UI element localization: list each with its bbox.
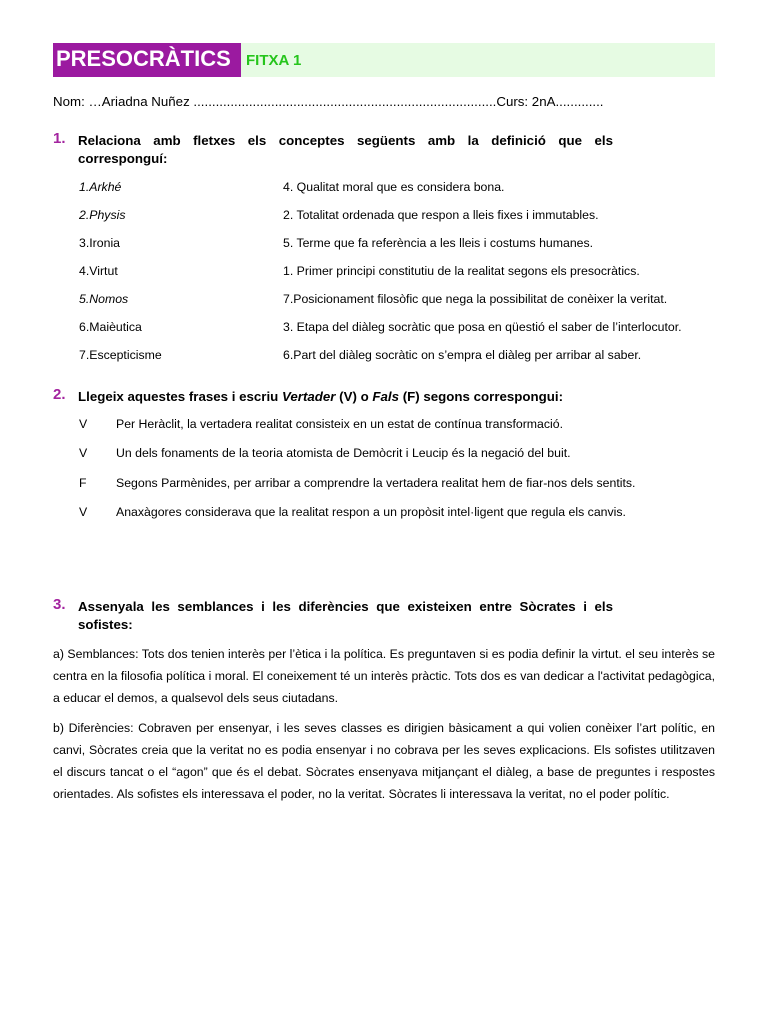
page-title: PRESOCRÀTICS [53,43,241,77]
concept-definition: 4. Qualitat moral que es considera bona. [283,180,505,194]
question-3-number: 3. [53,596,66,613]
statement-text: Un dels fonaments de la teoria atomista de Demòcrit i Leucip és la negació del buit. [116,446,571,460]
concept-term: 6.Maièutica [79,320,142,334]
concept-term: 1.Arkhé [79,180,122,194]
concept-definition: 5. Terme que fa referència a les lleis i costums humanes. [283,236,594,250]
question-2-number: 2. [53,386,66,403]
question-1-heading [53,132,613,168]
header-bar [53,43,715,77]
answer-letter: V [79,446,88,460]
question-1-number: 1. [53,130,66,147]
question-3-heading [53,598,613,634]
concept-term: 2.Physis [79,208,126,222]
concept-term: 3.Ironia [79,236,121,250]
concept-definition: 6.Part del diàleg socràtic on s’empra el diàleg per arribar al saber. [283,348,642,362]
statement-text: Anaxàgores considerava que la realitat respon a un propòsit intel·ligent que regula els canvis. [116,505,626,519]
statement-text: Segons Parmènides, per arribar a comprendre la vertadera realitat hem de fiar-nos dels sentits. [116,476,636,490]
concept-definition: 3. Etapa del diàleg socràtic que posa en qüestió el saber de l’interlocutor. [283,320,682,334]
concept-term: 4.Virtut [79,264,118,278]
question-2-heading [53,388,673,406]
answer-letter: V [79,505,88,519]
concept-term: 5.Nomos [79,292,129,306]
worksheet-label: FITXA 1 [246,52,302,69]
question-3-text: Assenyala les semblances i les diferències que existeixen entre Sòcrates i els sofistes: [78,599,613,632]
student-name-line: Nom: …Ariadna Nuñez ..................................................................................Curs: 2nA............. [53,94,604,109]
concept-definition: 2. Totalitat ordenada que respon a lleis fixes i immutables. [283,208,599,222]
question-2-text: Llegeix aquestes frases i escriu Vertader (V) o Fals (F) segons correspongui: [78,389,564,404]
answer-letter: F [79,476,87,490]
concept-definition: 1. Primer principi constitutiu de la realitat segons els presocràtics. [283,264,640,278]
answer-letter: V [79,417,88,431]
statement-text: Per Heràclit, la vertadera realitat consisteix en un estat de contínua transformació. [116,417,564,431]
concept-term: 7.Escepticisme [79,348,162,362]
concept-definition: 7.Posicionament filosòfic que nega la possibilitat de conèixer la veritat. [283,292,668,306]
answer-similarities: a) Semblances: Tots dos tenien interès per l’ètica i la política. Es preguntaven si es podia definir la virtut. el seu interès se centra en la filosofia política i moral. El coneixement té un interès pràctic. Tots dos es van dedicar a l'activitat pedagògica, a educar el demos, a qualsevol dels seus ciutadans. [53,647,715,705]
answer-differences: b) Diferències: Cobraven per ensenyar, i les seves classes es dirigien bàsicament a qui volien conèixer l’art polític, en canvi, Sòcrates creia que la veritat no es podia ensenyar i no cobrava per les seves explicacions. Els sofistes utilitzaven el discurs tancat o el “agon” que és el debat. Sòcrates ensenyava mitjançant el diàleg, a base de preguntes i respostes orientades. Als sofistes els interessava el poder, no la veritat. Sòcrates li interessava la veritat, no el poder polític. [53,721,715,801]
question-1-text: Relaciona amb fletxes els conceptes següents amb la definició que els corresponguí: [78,133,613,166]
